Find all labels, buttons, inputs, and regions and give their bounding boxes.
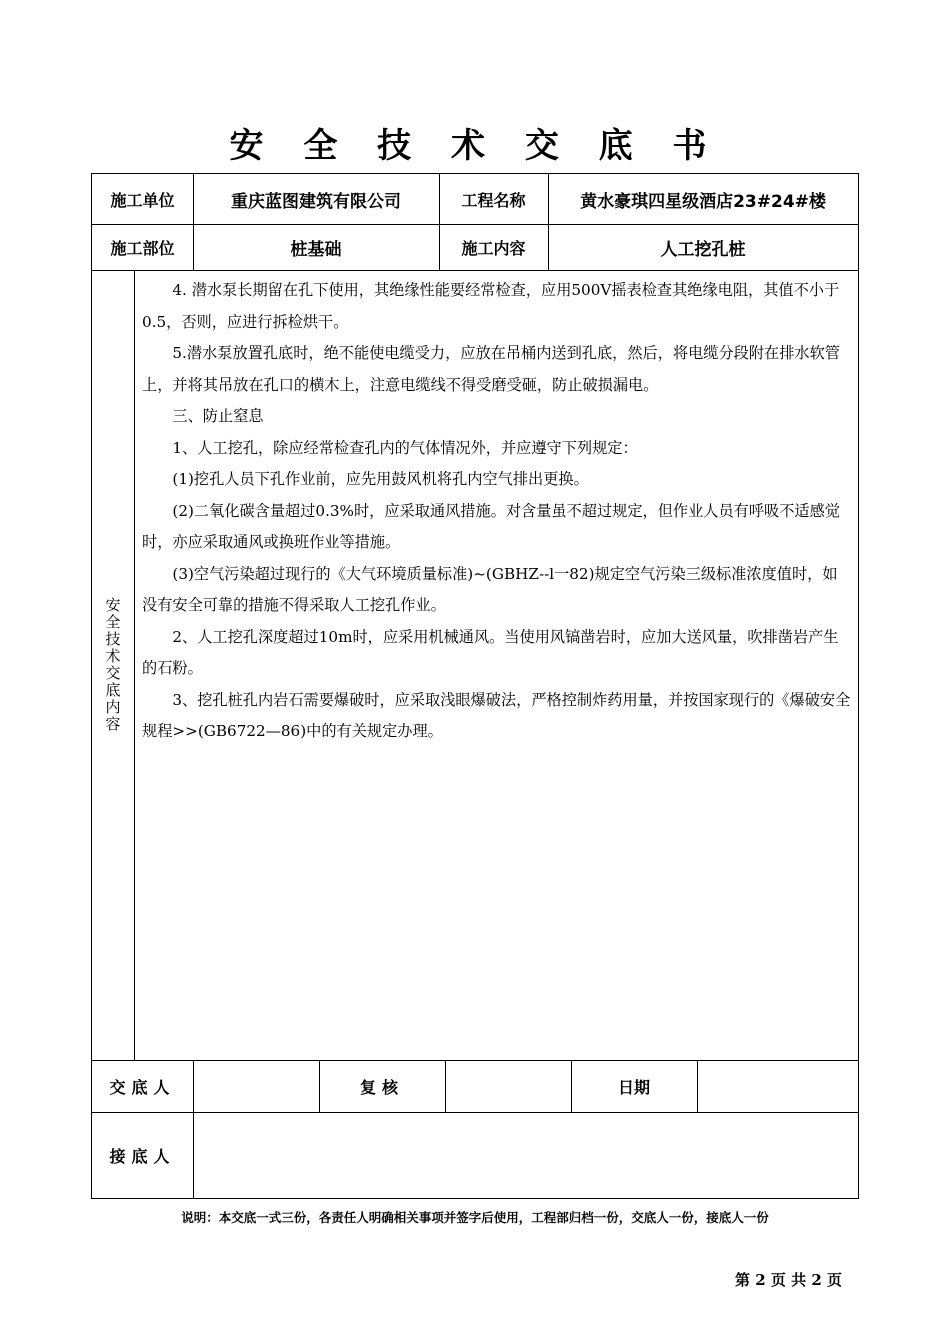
project-name-value: 黄水豪琪四星级酒店23#24#楼 [580,191,826,212]
date-label: 日期 [617,1077,650,1097]
construction-part-value: 桩基础 [290,239,342,260]
paragraph: 3、挖孔桩孔内岩石需要爆破时，应采取浅眼爆破法，严格控制炸药用量，并按国家现行的《爆破安全规程>>(GB6722—86)中的有关规定办理。 [142,690,851,740]
construction-unit-value: 重庆蓝图建筑有限公司 [231,191,401,212]
review-field[interactable] [445,1060,571,1112]
paragraph: (1)挖孔人员下孔作业前，应先用鼓风机将孔内空气排出更换。 [172,470,589,488]
row-divider [92,270,858,271]
construction-part-label: 施工部位 [110,238,175,258]
disclosure-content [142,275,852,748]
usage-note: 说明：本交底一式三份，各责任人明确相关事项并签字后使用，工程部归档一份，交底人一份，接底人一份 [181,1210,769,1225]
construction-unit-label: 施工单位 [110,190,175,210]
disclosure-form-table [91,173,859,1199]
page-indicator: 第 2 页 共 2 页 [735,1271,842,1289]
paragraph: 4. 潜水泵长期留在孔下使用，其绝缘性能要经常检查，应用500V摇表检查其绝缘电阻，其值不小于0.5，否则，应进行拆检烘干。 [142,281,840,331]
handover-person-label: 交底人 [109,1077,176,1097]
paragraph: (2)二氧化碳含量超过0.3%时，应采取通风措施。对含量虽不超过规定，但作业人员有呼吸不适感觉时，亦应采取通风或换班作业等措施。 [142,501,840,551]
paragraph: 2、人工挖孔深度超过10m时，应采用机械通风。当使用风镐凿岩时，应加大送风量，吹排凿岩产生的石粉。 [142,627,839,677]
receiver-label: 接底人 [109,1146,176,1166]
construction-content-label: 施工内容 [461,238,526,258]
disclosure-content-side-label: 安全技术交底内容 [103,597,122,733]
paragraph: 1、人工挖孔，除应经常检查孔内的气体情况外，并应遵守下列规定： [172,438,638,457]
handover-person-field[interactable] [193,1060,319,1112]
paragraph: (3)空气污染超过现行的《大气环境质量标准)~(GBHZ--l一82)规定空气污染三级标准浓度值时，如没有安全可靠的措施不得采取人工挖孔作业。 [142,564,838,614]
construction-content-value: 人工挖孔桩 [660,239,746,260]
column-divider [134,270,135,1060]
receiver-field[interactable] [193,1112,858,1198]
page-title: 安 全 技 术 交 底 书 [229,126,721,166]
review-label: 复核 [359,1077,404,1097]
project-name-label: 工程名称 [461,190,526,210]
section-heading: 三、防止窒息 [172,407,264,425]
date-field[interactable] [697,1060,858,1112]
paragraph: 5.潜水泵放置孔底时，绝不能使电缆受力，应放在吊桶内送到孔底，然后，将电缆分段附在排水软管上，并将其吊放在孔口的横木上，注意电缆线不得受磨受砸，防止破损漏电。 [142,344,840,394]
